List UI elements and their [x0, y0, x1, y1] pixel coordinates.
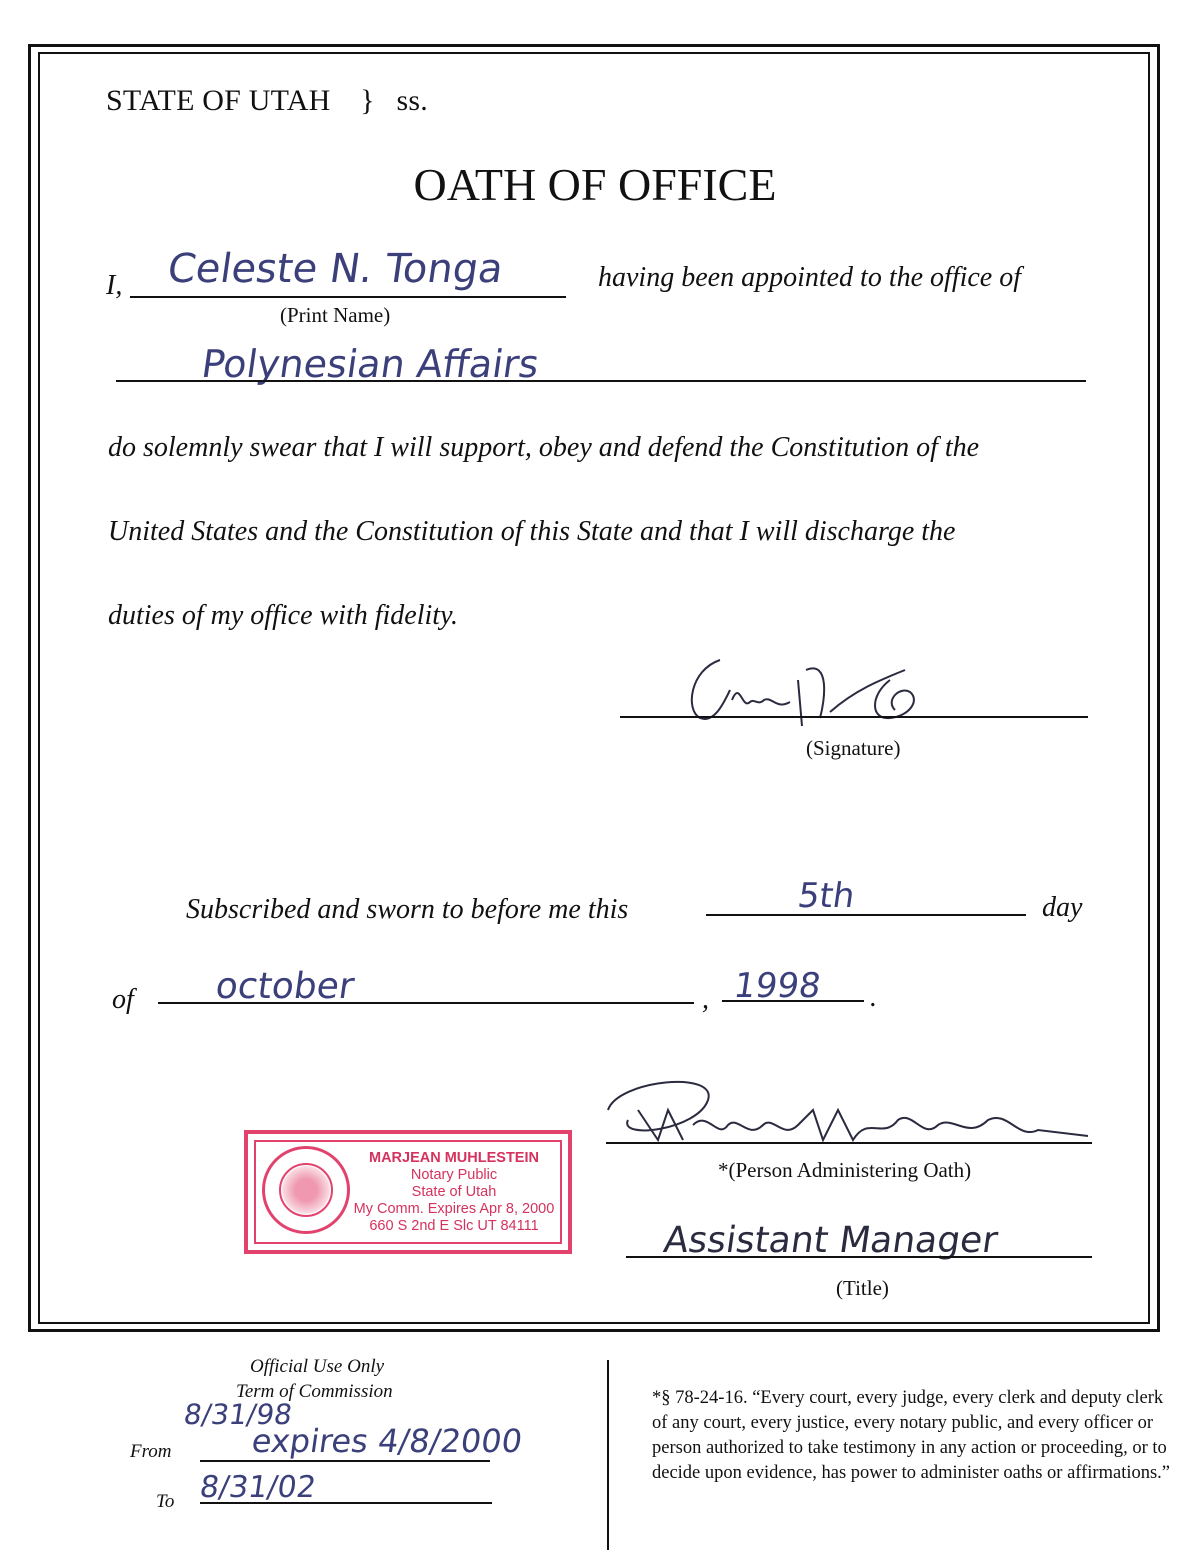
print-name-caption: (Print Name): [280, 303, 391, 327]
of-word: of: [112, 984, 134, 1015]
state-line: STATE OF UTAH: [106, 84, 331, 117]
administrator-caption: *(Person Administering Oath): [718, 1158, 972, 1182]
to-value: 8/31/02: [197, 1470, 319, 1505]
official-use-heading: Official Use Only: [250, 1356, 385, 1377]
state-seal-icon: [262, 1146, 350, 1234]
day-line: [706, 914, 1026, 916]
stamp-line-1: MARJEAN MUHLESTEIN: [369, 1150, 539, 1166]
oath-body-line-1: do solemnly swear that I will support, obey and defend the Constitution of the: [108, 432, 980, 463]
page-title: OATH OF OFFICE: [413, 159, 777, 210]
print-name-line: [130, 296, 566, 298]
administrator-line: [606, 1142, 1092, 1144]
state-heading: [106, 84, 428, 118]
from-expires-note: expires 4/8/2000: [249, 1422, 525, 1460]
month-line: [158, 1002, 694, 1004]
month-value: october: [213, 966, 357, 1007]
oath-body-line-3: duties of my office with fidelity.: [108, 600, 458, 631]
subscribed-text: Subscribed and sworn to before me this: [186, 894, 629, 925]
stamp-line-5: 660 S 2nd E Slc UT 84111: [369, 1218, 539, 1234]
i-prefix: I,: [106, 270, 123, 301]
signature-scrawl: [680, 640, 960, 740]
to-line: [200, 1502, 492, 1504]
footnote-statute: *§ 78-24-16. “Every court, every judge, every clerk and deputy clerk of any court, every justice, every notary public, and every officer or person authorized to take testimony in any action or proceeding, or to decide upon evidence, has power to administer oaths or affirmations.”: [652, 1388, 1171, 1483]
stamp-line-2: Notary Public: [410, 1167, 498, 1183]
office-line: [116, 380, 1086, 382]
title-line: [626, 1256, 1092, 1258]
title-value: Assistant Manager: [661, 1220, 1001, 1261]
title-caption: (Title): [836, 1276, 889, 1300]
signature-line: [620, 716, 1088, 718]
stamp-text: [344, 1150, 564, 1235]
office-value: Polynesian Affairs: [198, 342, 542, 386]
year-period: .: [870, 982, 877, 1013]
from-line: [200, 1460, 490, 1462]
to-label: To: [156, 1491, 175, 1512]
oath-body-line-2: United States and the Constitution of this State and that I will discharge the: [108, 516, 956, 547]
from-label: From: [130, 1441, 172, 1462]
year-value: 1998: [731, 966, 824, 1006]
seal-emblem: [279, 1163, 333, 1217]
day-word: day: [1042, 892, 1083, 923]
term-of-commission-heading: Term of Commission: [236, 1381, 393, 1402]
year-line: [722, 1000, 864, 1002]
stamp-line-4: My Comm. Expires Apr 8, 2000: [353, 1201, 555, 1217]
bottom-divider: [607, 1360, 609, 1550]
signature-caption: (Signature): [806, 736, 901, 760]
ss-label: ss.: [396, 84, 428, 117]
appointed-text: having been appointed to the office of: [598, 262, 1022, 293]
from-value: 8/31/98: [181, 1398, 295, 1431]
day-value: 5th: [795, 876, 858, 916]
print-name-value: Celeste N. Tonga: [164, 246, 507, 292]
stamp-line-3: State of Utah: [411, 1184, 497, 1200]
notary-stamp: [244, 1130, 572, 1254]
brace: }: [360, 84, 375, 117]
month-comma: ,: [702, 984, 709, 1015]
